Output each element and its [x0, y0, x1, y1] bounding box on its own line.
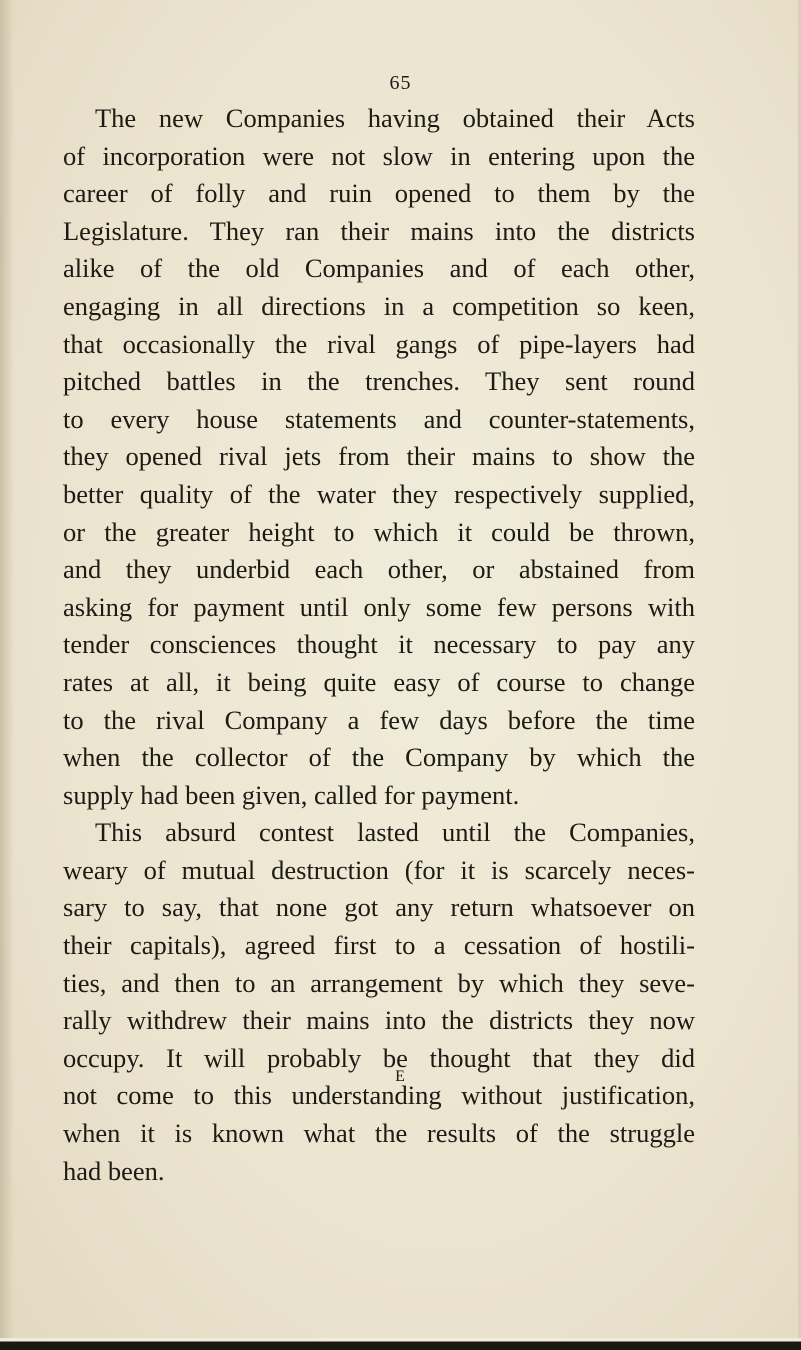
text-line: and they underbid each other, or abstained from	[63, 554, 695, 585]
text-line: occupy. It will probably be thought that they did	[63, 1042, 695, 1073]
text-line: better quality of the water they respectively supplied,	[63, 478, 695, 509]
text-line: ties, and then to an arrangement by which they seve-	[63, 967, 695, 998]
text-line: Legislature. They ran their mains into the districts	[63, 215, 695, 246]
text-line: rates at all, it being quite easy of course to change	[63, 666, 695, 697]
signature-mark: E	[395, 1068, 406, 1085]
page-number: 65	[389, 72, 412, 94]
text-line: had been.	[63, 1155, 165, 1186]
text-line: of incorporation were not slow in entering upon the	[63, 140, 695, 171]
text-line: when it is known what the results of the struggle	[63, 1118, 695, 1149]
text-line: weary of mutual destruction (for it is scarcely neces-	[63, 854, 695, 885]
text-line: to every house statements and counter-statements,	[63, 403, 695, 434]
text-line: not come to this understanding without justification,	[63, 1080, 695, 1111]
text-line: alike of the old Companies and of each other,	[63, 253, 695, 284]
text-line: that occasionally the rival gangs of pipe-layers had	[63, 328, 695, 359]
page-bottom-edge	[0, 1338, 801, 1350]
text-line: or the greater height to which it could be thrown,	[63, 516, 695, 547]
text-line: career of folly and ruin opened to them by the	[63, 178, 695, 209]
text-line: their capitals), agreed first to a cessation of hostili-	[63, 930, 695, 961]
text-line: engaging in all directions in a competition so keen,	[63, 290, 695, 321]
text-line: The new Companies having obtained their Acts	[95, 103, 695, 133]
body-text	[63, 100, 695, 1190]
text-line: supply had been given, called for payment.	[63, 779, 520, 810]
text-line: tender consciences thought it necessary to pay any	[63, 629, 695, 660]
text-line: sary to say, that none got any return whatsoever on	[63, 892, 695, 923]
text-line: pitched battles in the trenches. They sent round	[63, 366, 695, 397]
text-line: This absurd contest lasted until the Companies,	[95, 817, 695, 848]
gutter-shadow	[0, 0, 14, 1350]
text-line: when the collector of the Company by which the	[63, 742, 695, 773]
text-line: they opened rival jets from their mains to show the	[63, 441, 695, 472]
text-line: to the rival Company a few days before the time	[63, 704, 695, 735]
text-line: asking for payment until only some few persons with	[63, 591, 695, 622]
text-line: rally withdrew their mains into the districts they now	[63, 1005, 695, 1036]
